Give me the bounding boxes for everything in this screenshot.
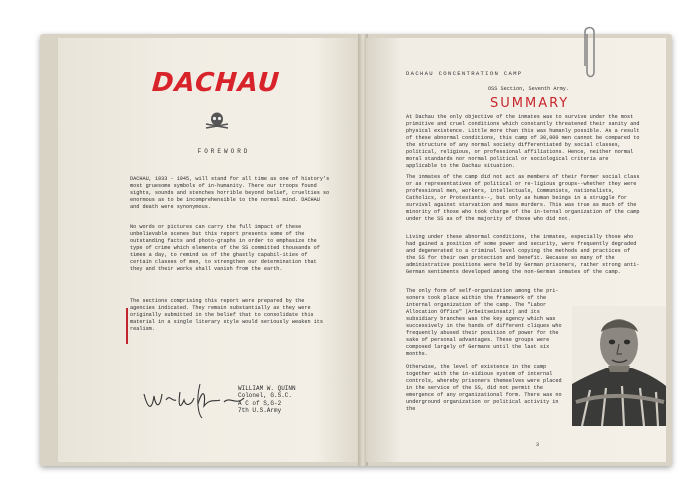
summary-title: SUMMARY (490, 96, 570, 111)
emblem-icon (204, 110, 230, 132)
summary-paragraph-3: Living under these abnormal conditions, the inmates, especially those who had gained a position of some power and security, were frequently degraded and degenerated to a criminal level copying the methods and practices of the SS for their own protection and benefit. Because so many of the administrative positions were held by German prisoners, rather strong anti-German sentiments developed among the non-German inmates of the camp. (406, 234, 640, 275)
summary-paragraph-5: Otherwise, the level of existence in the camp together with the in-sidious system of internal controls, whereby prisoners themselves were placed in the service of the SS, did not permit the emergence of any organizational form. There was no underground organization or political activity in the (406, 364, 562, 412)
open-booklet (40, 34, 672, 466)
foreword-paragraph-2: No words or pictures can carry the full impact of these unbelievable scenes but this report presents some of the outstanding facts and photo-graphs in order to emphasize the type of crime which elements of the SS committed thousands of times a day, to remind us of the ghastly capabil-ities of certain classes of men, to strengthen our determination that they and their works shall vanish from the earth. (130, 224, 320, 272)
signature-office: A C of S,G-2 (238, 399, 282, 407)
prisoner-photograph (572, 306, 666, 426)
signature-name: WILLIAM W. QUINN (238, 385, 296, 392)
summary-paragraph-1: At Dachau the only objective of the inmates was to survive under the most primitive and cruel conditions which constantly threatened their sanity and physical existence. Little more than this was humanly possible. As a result of these abnormal conditions, this camp of 30,000 men cannot be compared to the structure of any normal society differentiated by social classes, political, religious, or professional affiliations. Hence, neither normal moral standards nor normal political or sociological criteria are applicable to the Dachau situation. (406, 114, 640, 169)
signature-block (238, 385, 296, 415)
foreword-heading: FOREWORD (197, 148, 251, 155)
page-number: 3 (536, 442, 540, 448)
section-subheader: OSS Section, Seventh Army. (488, 86, 569, 92)
summary-paragraph-2: The inmates of the camp did not act as members of their former social class or as representatives of political or re-ligious groups--whether they were professional men, workers, intellectuals, Communists, nationalists, Catholics, or Protestants--, but only as human beings in a struggle for survival against starvation and mass murders. This was true as much of the minority of those who took charge of the in-ternal organization of the camp under the SS as of the majority of those who did not. (406, 174, 640, 222)
foreword-paragraph-3: The sections comprising this report were prepared by the agencies indicated. They remain substantially as they were originally submitted in the belief that to consolidate this material in a single literary style would seriously weaken its realism. (130, 298, 324, 332)
foreword-paragraph-1: DACHAU, 1933 - 1945, will stand for all time as one of history's most gruesome symbols of in-humanity. There our troops found sights, sounds and stenches horrible beyond belief, cruelties so enormous as to be incomprehensible to the normal mind. DACHAU and death were synonymous. (130, 176, 330, 210)
page-header: DACHAU CONCENTRATION CAMP (406, 70, 523, 77)
signature-rank: Colonel, G.S.C. (238, 392, 293, 400)
paper-clip-icon (582, 26, 598, 82)
left-page (58, 38, 360, 462)
right-page (366, 38, 666, 462)
summary-paragraph-4: The only form of self-organization among the pri-soners took place within the framework of the internal organization of the camp. The "Labor Allocation Office" (Arbeitseinsatz) and its subsidiary branches was the key agency which was successively in the hands of different cliques who frequently abused their position of power for the sake of personal advantages. These groups were composed largely of Germans until the last six months. (406, 288, 562, 357)
dachau-title: DACHAU (151, 68, 281, 98)
margin-red-mark (126, 308, 128, 344)
signature-unit: 7th U.S.Army (238, 407, 282, 415)
